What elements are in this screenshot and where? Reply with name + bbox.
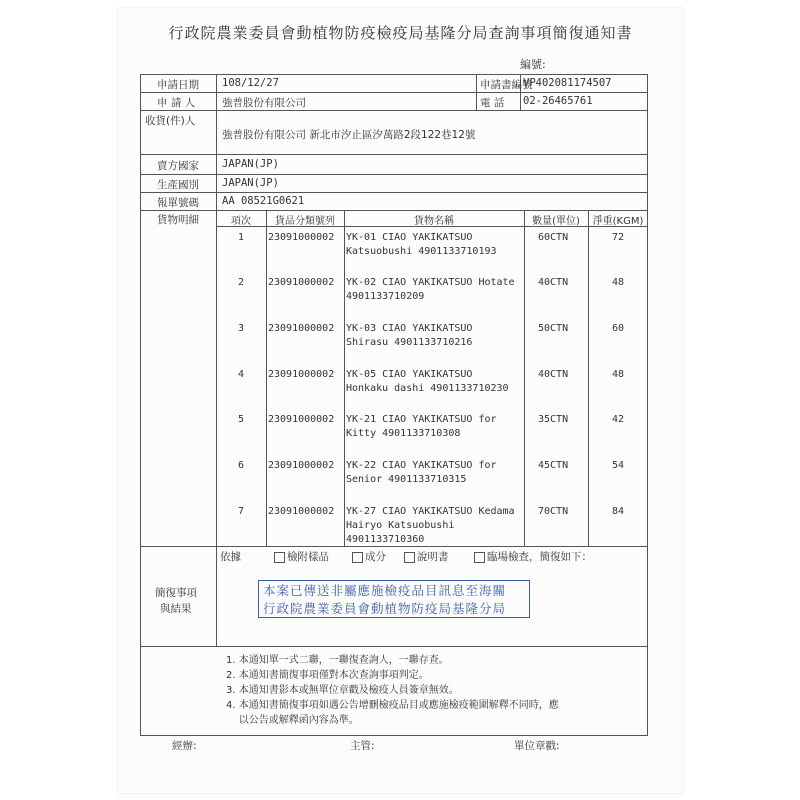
declaration-value: AA 08521G0621 bbox=[222, 195, 305, 207]
grid-line bbox=[344, 210, 345, 546]
goods-row-code: 23091000002 bbox=[268, 323, 335, 334]
seller-country-label: 賣方國家 bbox=[157, 160, 199, 172]
option-ingredient-label: 成分 bbox=[365, 551, 386, 563]
applicant-value: 強普股份有限公司 bbox=[222, 97, 306, 109]
grid-line bbox=[216, 546, 217, 646]
option-inspection bbox=[474, 549, 592, 564]
goods-row-weight: 84 bbox=[611, 506, 625, 517]
apply-no-label: 申請書編號 bbox=[480, 79, 533, 91]
consignee-value: 強普股份有限公司 新北市汐止區汐萬路2段122巷12號 bbox=[222, 129, 476, 141]
goods-row-name: YK-27 CIAO YAKIKATSUO Kedama Hairyo Katsuobushi 4901133710360 bbox=[346, 506, 515, 545]
goods-row-qty: 40CTN bbox=[538, 369, 569, 380]
checkbox-ingredient[interactable] bbox=[352, 552, 363, 563]
applicant-label: 申 請 人 bbox=[157, 97, 196, 109]
goods-row-no: 4 bbox=[237, 369, 245, 380]
checkbox-sample[interactable] bbox=[274, 552, 285, 563]
seller-country-value: JAPAN(JP) bbox=[222, 158, 279, 170]
checkbox-inspection[interactable] bbox=[474, 552, 485, 563]
option-manual-label: 說明書 bbox=[417, 551, 449, 563]
phone-value: 02-26465761 bbox=[523, 95, 593, 107]
goods-row-code: 23091000002 bbox=[268, 506, 335, 517]
grid-line bbox=[524, 210, 525, 546]
option-manual bbox=[404, 549, 449, 564]
origin-country-value: JAPAN(JP) bbox=[222, 177, 279, 189]
signature-unit-seal: 單位章戳: bbox=[514, 740, 560, 752]
option-ingredient bbox=[352, 549, 386, 564]
goods-row-qty: 40CTN bbox=[538, 277, 569, 288]
checkbox-manual[interactable] bbox=[404, 552, 415, 563]
declaration-label: 報單號碼 bbox=[157, 197, 199, 209]
goods-row-weight: 60 bbox=[611, 323, 625, 334]
apply-date-value: 108/12/27 bbox=[222, 77, 279, 89]
grid-line bbox=[140, 646, 648, 647]
option-inspection-label: 臨場檢查，簡復如下： bbox=[487, 551, 592, 563]
goods-row-code: 23091000002 bbox=[268, 460, 335, 471]
phone-label: 電 話 bbox=[480, 97, 505, 109]
goods-row-name: YK-05 CIAO YAKIKATSUO Honkaku dashi 4901133710230 bbox=[346, 369, 509, 394]
goods-row-weight: 42 bbox=[611, 414, 625, 425]
goods-row-qty: 60CTN bbox=[538, 232, 569, 243]
signature-supervisor: 主管: bbox=[350, 740, 375, 752]
note-3: 3. 本通知書影本或無單位章戳及檢疫人員簽章無效。 bbox=[226, 685, 459, 696]
apply-no-value: VP402081174507 bbox=[523, 77, 612, 89]
goods-row-qty: 45CTN bbox=[538, 460, 569, 471]
note-4-cont: 以公告或解釋函內容為準。 bbox=[226, 715, 359, 726]
goods-row-no: 6 bbox=[237, 460, 245, 471]
option-sample-label: 檢附樣品 bbox=[287, 551, 329, 563]
signature-handler: 經辦: bbox=[172, 740, 197, 752]
goods-row-no: 1 bbox=[237, 232, 245, 243]
reply-label-line2: 與結果 bbox=[160, 603, 192, 615]
goods-row-no: 3 bbox=[237, 323, 245, 334]
goods-row-no: 5 bbox=[237, 414, 245, 425]
option-sample bbox=[274, 549, 329, 564]
col-header-qty: 數量(單位) bbox=[532, 216, 580, 227]
goods-row-weight: 54 bbox=[611, 460, 625, 471]
stamp-line2: 行政院農業委員會動植物防疫局基隆分局 bbox=[263, 601, 507, 616]
goods-row-code: 23091000002 bbox=[268, 369, 335, 380]
reply-label-line1: 簡復事項 bbox=[155, 587, 197, 599]
col-header-name: 貨物名稱 bbox=[414, 216, 454, 227]
goods-section-label: 貨物明細 bbox=[157, 214, 199, 226]
apply-date-label: 申請日期 bbox=[157, 79, 199, 91]
goods-row-no: 7 bbox=[237, 506, 245, 517]
col-header-no: 項次 bbox=[231, 216, 251, 227]
col-header-weight: 淨重(KGM) bbox=[592, 216, 644, 227]
goods-row-weight: 48 bbox=[611, 277, 625, 288]
document-number-label: 編號: bbox=[520, 58, 546, 71]
goods-row-name: YK-03 CIAO YAKIKATSUO Shirasu 4901133710216 bbox=[346, 323, 473, 348]
consignee-label: 收貨(件)人 bbox=[145, 115, 196, 127]
goods-row-qty: 70CTN bbox=[538, 506, 569, 517]
col-header-code: 貨品分類號列 bbox=[275, 216, 335, 227]
goods-row-name: YK-21 CIAO YAKIKATSUO for Kitty 4901133710308 bbox=[346, 414, 497, 439]
goods-row-qty: 50CTN bbox=[538, 323, 569, 334]
basis-label: 依據 bbox=[220, 551, 241, 563]
goods-row-qty: 35CTN bbox=[538, 414, 569, 425]
goods-row-name: YK-22 CIAO YAKIKATSUO for Senior 4901133710315 bbox=[346, 460, 497, 485]
note-2: 2. 本通知書簡復事項僅對本次查詢事項判定。 bbox=[226, 670, 429, 681]
document-title: 行政院農業委員會動植物防疫檢疫局基隆分局查詢事項簡復通知書 bbox=[168, 24, 633, 42]
grid-line bbox=[476, 74, 477, 110]
note-1: 1. 本通知單一式二聯，一聯復查詢人，一聯存查。 bbox=[226, 655, 449, 666]
grid-line bbox=[216, 74, 217, 546]
note-4: 4. 本通知書簡復事項如遇公告增刪檢疫品目或應施檢疫範圍解釋不同時，應 bbox=[226, 700, 559, 711]
origin-country-label: 生產國別 bbox=[157, 179, 199, 191]
goods-row-name: YK-01 CIAO YAKIKATSUO Katsuobushi 4901133710193 bbox=[346, 232, 497, 257]
stamp-line1: 本案已傳送非屬應施檢疫品目訊息至海關 bbox=[263, 583, 507, 598]
goods-row-code: 23091000002 bbox=[268, 232, 335, 243]
goods-row-code: 23091000002 bbox=[268, 414, 335, 425]
grid-line bbox=[266, 210, 267, 546]
goods-row-weight: 72 bbox=[611, 232, 625, 243]
goods-row-code: 23091000002 bbox=[268, 277, 335, 288]
goods-row-no: 2 bbox=[237, 277, 245, 288]
goods-row-weight: 48 bbox=[611, 369, 625, 380]
goods-row-name: YK-02 CIAO YAKIKATSUO Hotate 4901133710209 bbox=[346, 277, 515, 302]
official-stamp bbox=[258, 580, 530, 618]
